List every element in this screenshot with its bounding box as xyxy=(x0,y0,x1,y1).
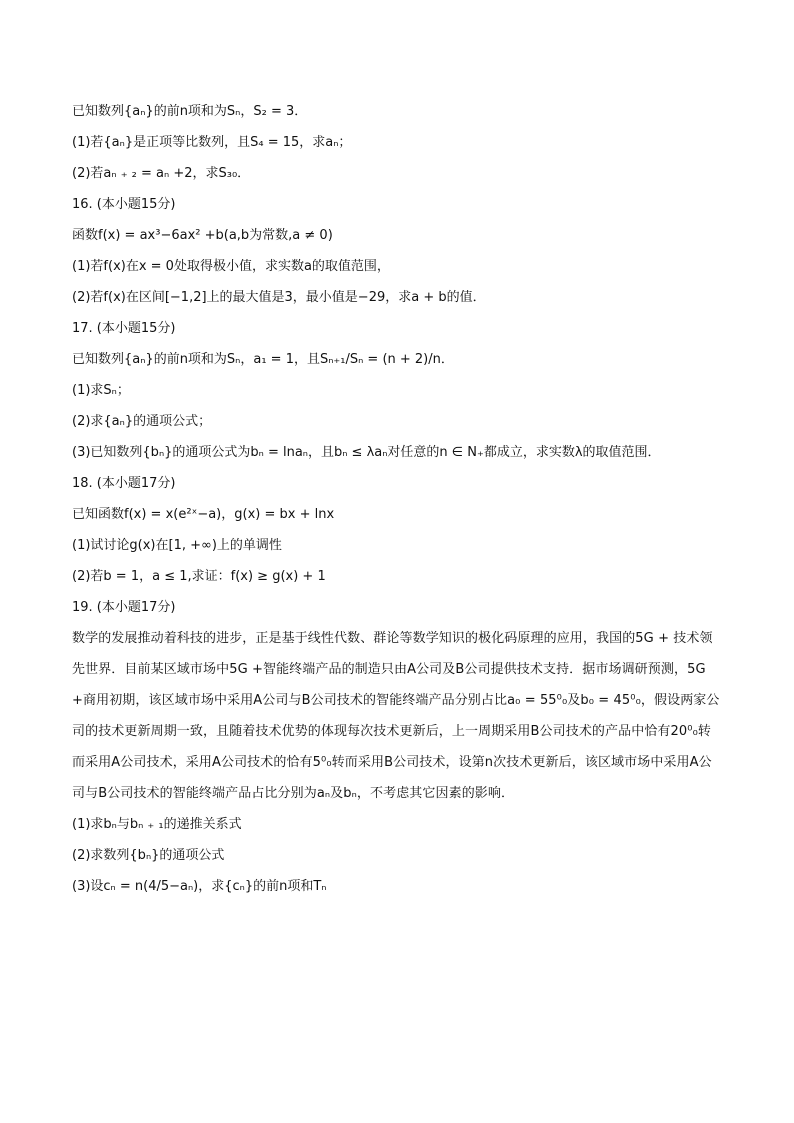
q15-part2: (2)若aₙ ₊ ₂ = aₙ +2，求S₃₀． xyxy=(72,166,251,181)
q16-header: 16. (本小题15分) xyxy=(72,197,176,212)
q17-part1: (1)求Sₙ； xyxy=(72,383,130,398)
q15-part1: (1)若{aₙ}是正项等比数列，且S₄ = 15，求aₙ； xyxy=(72,135,352,150)
q19-part2: (2)求数列{bₙ}的通项公式 xyxy=(72,848,225,863)
q18-header: 18. (本小题17分) xyxy=(72,476,176,491)
q15-intro: 已知数列{aₙ}的前n项和为Sₙ，S₂ = 3． xyxy=(72,104,308,119)
q18-stem: 已知函数f(x) = x(e²ˣ−a)，g(x) = bx + lnx xyxy=(72,507,335,522)
q19-stem: 数学的发展推动着科技的进步，正是基于线性代数、群论等数学知识的极化码原理的应用，我国的5G + 技术领先世界．目前某区域市场中5G +智能终端产品的制造只由A公司及B公司提供技术支持．据市场调研预测，5G +商用初期，该区域市场中采用A公司与B公司技术的智能终端产品分别占比a₀ = 55⁰₀及b₀ = 45⁰₀，假设两家公司的技术更新周期一致，且随着技术优势的体现每次技术更新后，上一周期采用B公司技术的产品中恰有20⁰₀转而采用A公司技术，采用A公司技术的恰有5⁰₀转而采用B公司技术，设第n次技术更新后，该区域市场中采用A公司与B公司技术的智能终端产品占比分别为aₙ及bₙ，不考虑其它因素的影响． xyxy=(72,631,720,801)
q18-part1: (1)试讨论g(x)在[1, +∞)上的单调性 xyxy=(72,538,282,553)
q16-part2: (2)若f(x)在区间[−1,2]上的最大值是3，最小值是−29，求a + b的值． xyxy=(72,290,486,305)
exam-page xyxy=(72,96,722,902)
q16-stem: 函数f(x) = ax³−6ax² +b(a,b为常数,a ≠ 0) xyxy=(72,228,333,243)
q17-part2: (2)求{aₙ}的通项公式； xyxy=(72,414,212,429)
q19-header: 19. (本小题17分) xyxy=(72,600,176,615)
q17-part3: (3)已知数列{bₙ}的通项公式为bₙ = lnaₙ，且bₙ ≤ λaₙ对任意的n ∈ N₊都成立，求实数λ的取值范围． xyxy=(72,445,661,460)
q18-part2: (2)若b = 1，a ≤ 1,求证：f(x) ≥ g(x) + 1 xyxy=(72,569,326,584)
q19-part1: (1)求bₙ与bₙ ₊ ₁的递推关系式 xyxy=(72,817,242,832)
q17-header: 17. (本小题15分) xyxy=(72,321,176,336)
q19-part3: (3)设cₙ = n(4/5−aₙ)，求{cₙ}的前n项和Tₙ xyxy=(72,879,327,894)
q16-part1: (1)若f(x)在x = 0处取得极小值，求实数a的取值范围， xyxy=(72,259,390,274)
q17-stem: 已知数列{aₙ}的前n项和为Sₙ，a₁ = 1，且Sₙ₊₁/Sₙ = (n + 2)/n． xyxy=(72,352,454,367)
